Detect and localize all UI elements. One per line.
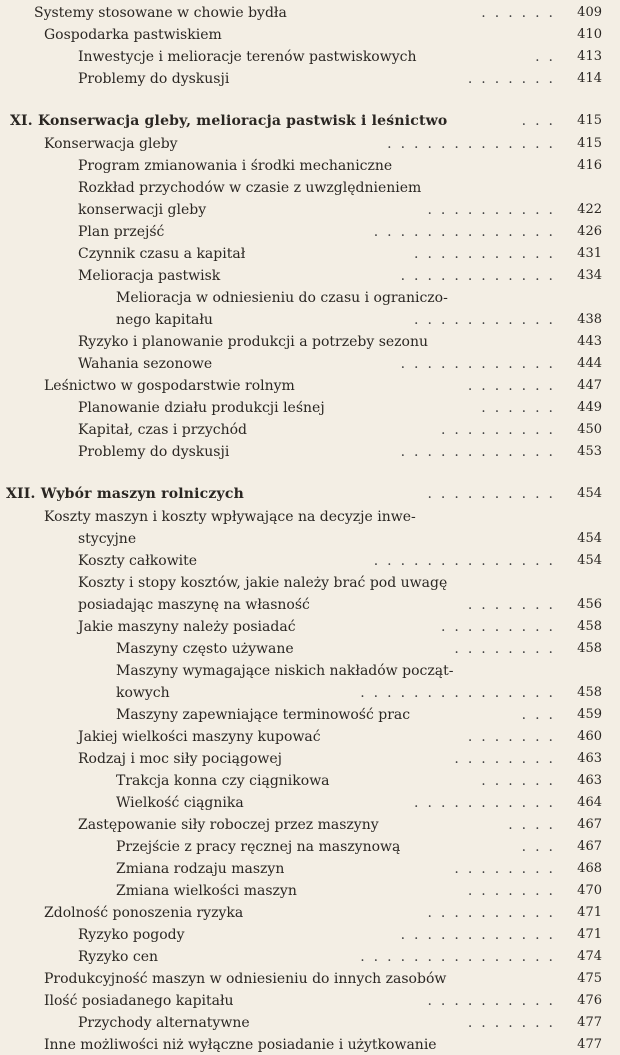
toc-entry-title: Planowanie działu produkcji leśnej [78, 400, 325, 416]
toc-entry [0, 288, 620, 308]
dot-leader: .......... [427, 202, 562, 218]
toc-entry [0, 969, 620, 989]
toc-page-number: 460 [577, 729, 602, 744]
toc-entry [0, 1013, 620, 1033]
toc-entry [0, 991, 620, 1011]
toc-entry [0, 442, 620, 462]
toc-entry-title: Systemy stosowane w chowie bydła [34, 5, 287, 21]
toc-entry-title: XI. Konserwacja gleby, melioracja pastwisk i leśnictwo [10, 113, 448, 129]
toc-entry-title: Koszty maszyn i koszty wpływające na decyzje inwe- [44, 509, 416, 525]
toc-entry [0, 266, 620, 286]
dot-leader: .... [508, 817, 562, 833]
dot-leader: ...... [481, 5, 562, 21]
toc-page-number: 458 [577, 641, 602, 656]
dot-leader: ............ [400, 927, 562, 943]
toc-page-number: 467 [577, 839, 602, 854]
toc-entry [0, 1035, 620, 1055]
toc-page-number: 477 [577, 1015, 602, 1030]
toc-page-number: 444 [577, 356, 602, 371]
toc-entry-title: Jakie maszyny należy posiadać [78, 619, 296, 635]
toc-page-number: 443 [577, 334, 602, 349]
dot-leader: .......... [427, 486, 562, 502]
toc-entry [0, 47, 620, 67]
toc-page-number: 474 [577, 949, 602, 964]
toc-chapter-heading [0, 111, 620, 131]
toc-page-number: 476 [577, 993, 602, 1008]
dot-leader: ... [521, 707, 562, 723]
toc-entry [0, 793, 620, 813]
toc-entry-title: Maszyny często używane [116, 641, 294, 657]
toc-page-number: 410 [577, 27, 602, 42]
dot-leader: ... [521, 839, 562, 855]
toc-entry-title: Przychody alternatywne [78, 1015, 250, 1031]
toc-entry-title: Maszyny zapewniające terminowość prac [116, 707, 411, 723]
dot-leader: ....... [467, 1015, 562, 1031]
toc-page-number: 416 [577, 158, 602, 173]
toc-page-number: 467 [577, 817, 602, 832]
toc-page-number: 422 [577, 202, 602, 217]
dot-leader: ........ [454, 641, 562, 657]
toc-entry-title: Wielkość ciągnika [116, 795, 244, 811]
dot-leader: ...... [481, 773, 562, 789]
toc-entry-title: Problemy do dyskusji [78, 444, 230, 460]
dot-leader: ......... [440, 422, 562, 438]
toc-page-number: 434 [577, 268, 602, 283]
toc-entry [0, 903, 620, 923]
toc-entry [0, 551, 620, 571]
toc-entry [0, 156, 620, 176]
dot-leader: ... [521, 113, 562, 129]
toc-entry [0, 639, 620, 659]
toc-page-number: 468 [577, 861, 602, 876]
dot-leader: ........... [414, 312, 562, 328]
toc-entry-title: Ryzyko i planowanie produkcji a potrzeby sezonu [78, 334, 429, 350]
toc-entry-title: Trakcja konna czy ciągnikowa [116, 773, 330, 789]
toc-entry [0, 3, 620, 23]
toc-entry [0, 420, 620, 440]
toc-entry-title: Koszty całkowite [78, 553, 198, 569]
toc-page-number: 415 [577, 113, 602, 128]
toc-entry [0, 529, 620, 549]
toc-entry-title: Inwestycje i melioracje terenów pastwiskowych [78, 49, 417, 65]
toc-page-number: 409 [577, 5, 602, 20]
dot-leader: ........... [414, 795, 562, 811]
toc-page-number: 450 [577, 422, 602, 437]
toc-entry-title: konserwacji gleby [78, 202, 207, 218]
toc-entry [0, 837, 620, 857]
dot-leader: ....... [467, 378, 562, 394]
toc-page-number: 413 [577, 49, 602, 64]
toc-page-number: 454 [577, 531, 602, 546]
toc-page-number: 458 [577, 685, 602, 700]
toc-entry-title: kowych [116, 685, 170, 701]
toc-entry [0, 749, 620, 769]
toc-page-number: 470 [577, 883, 602, 898]
dot-leader: ........... [414, 246, 562, 262]
toc-entry-title: Wahania sezonowe [78, 356, 213, 372]
toc-entry-title: Zmiana rodzaju maszyn [116, 861, 285, 877]
toc-entry-title: XII. Wybór maszyn rolniczych [6, 486, 244, 502]
dot-leader: ....... [467, 883, 562, 899]
toc-entry-title: Ryzyko pogody [78, 927, 185, 943]
toc-entry-title: Zdolność ponoszenia ryzyka [44, 905, 244, 921]
toc-entry-title: Czynnik czasu a kapitał [78, 246, 246, 262]
toc-entry [0, 705, 620, 725]
toc-page-number: 471 [577, 927, 602, 942]
toc-page-number: 454 [577, 486, 602, 501]
toc-page-number: 463 [577, 773, 602, 788]
toc-entry [0, 881, 620, 901]
toc-entry [0, 222, 620, 242]
toc-page-number: 414 [577, 71, 602, 86]
toc-page-number: 438 [577, 312, 602, 327]
toc-entry-title: Produkcyjność maszyn w odniesieniu do innych zasobów [44, 971, 447, 987]
toc-page-number: 453 [577, 444, 602, 459]
toc-entry [0, 573, 620, 593]
toc-entry-title: Kapitał, czas i przychód [78, 422, 247, 438]
dot-leader: .............. [373, 224, 562, 240]
dot-leader: ......... [440, 619, 562, 635]
dot-leader: ............... [360, 949, 562, 965]
toc-page-number: 447 [577, 378, 602, 393]
toc-entry [0, 332, 620, 352]
toc-page-number: 477 [577, 1037, 602, 1052]
toc-entry-title: Rodzaj i moc siły pociągowej [78, 751, 282, 767]
toc-page-number: 463 [577, 751, 602, 766]
toc-entry-title: Ilość posiadanego kapitału [44, 993, 234, 1009]
dot-leader: .......... [427, 993, 562, 1009]
toc-entry-title: Plan przejść [78, 224, 165, 240]
toc-entry [0, 134, 620, 154]
dot-leader: .. [535, 49, 562, 65]
dot-leader: ....... [467, 71, 562, 87]
toc-entry-title: posiadając maszynę na własność [78, 597, 310, 613]
toc-entry-title: Problemy do dyskusji [78, 71, 230, 87]
toc-entry [0, 244, 620, 264]
toc-entry-title: Program zmianowania i środki mechaniczne [78, 158, 393, 174]
dot-leader: ....... [467, 729, 562, 745]
dot-leader: ........ [454, 751, 562, 767]
toc-entry-title: Zmiana wielkości maszyn [116, 883, 297, 899]
toc-entry-title: Melioracja pastwisk [78, 268, 221, 284]
toc-entry [0, 200, 620, 220]
toc-entry-title: Przejście z pracy ręcznej na maszynową [116, 839, 401, 855]
dot-leader: ............ [400, 444, 562, 460]
dot-leader: ............ [400, 268, 562, 284]
toc-entry [0, 661, 620, 681]
toc-entry [0, 507, 620, 527]
toc-entry-title: Rozkład przychodów w czasie z uwzględnieniem [78, 180, 422, 196]
toc-entry-title: Ryzyko cen [78, 949, 158, 965]
dot-leader: .......... [427, 905, 562, 921]
toc-page-number: 464 [577, 795, 602, 810]
toc-entry [0, 925, 620, 945]
toc-entry [0, 815, 620, 835]
toc-entry [0, 376, 620, 396]
dot-leader: ........ [454, 861, 562, 877]
toc-page-number: 426 [577, 224, 602, 239]
toc-entry-title: nego kapitału [116, 312, 213, 328]
toc-page-number: 456 [577, 597, 602, 612]
toc-entry [0, 859, 620, 879]
toc-entry [0, 398, 620, 418]
toc-entry-title: Zastępowanie siły roboczej przez maszyny [78, 817, 379, 833]
toc-entry-title: Leśnictwo w gospodarstwie rolnym [44, 378, 295, 394]
dot-leader: .............. [373, 553, 562, 569]
toc-page-number: 449 [577, 400, 602, 415]
toc-entry-title: Maszyny wymagające niskich nakładów począt- [116, 663, 454, 679]
dot-leader: ............... [360, 685, 562, 701]
toc-entry [0, 69, 620, 89]
dot-leader: ...... [481, 400, 562, 416]
dot-leader: ....... [467, 597, 562, 613]
toc-entry-title: stycyjne [78, 531, 137, 547]
toc-page-number: 454 [577, 553, 602, 568]
dot-leader: ............ [400, 356, 562, 372]
toc-entry-title: Gospodarka pastwiskiem [44, 27, 222, 43]
toc-entry [0, 617, 620, 637]
toc-chapter-heading [0, 484, 620, 504]
toc-entry-title: Melioracja w odniesieniu do czasu i ograniczo- [116, 290, 448, 306]
toc-entry [0, 25, 620, 45]
toc-page-number: 458 [577, 619, 602, 634]
toc-page-number: 415 [577, 136, 602, 151]
toc-entry [0, 178, 620, 198]
toc-entry [0, 310, 620, 330]
toc-entry-title: Jakiej wielkości maszyny kupować [78, 729, 321, 745]
toc-entry [0, 947, 620, 967]
toc-page-number: 475 [577, 971, 602, 986]
toc-page-number: 459 [577, 707, 602, 722]
dot-leader: ............. [387, 136, 562, 152]
toc-entry [0, 683, 620, 703]
toc-page-number: 431 [577, 246, 602, 261]
toc-entry-title: Koszty i stopy kosztów, jakie należy brać pod uwagę [78, 575, 448, 591]
toc-entry-title: Konserwacja gleby [44, 136, 178, 152]
toc-entry [0, 771, 620, 791]
toc-entry [0, 595, 620, 615]
toc-entry [0, 354, 620, 374]
toc-page-number: 471 [577, 905, 602, 920]
toc-entry [0, 727, 620, 747]
toc-entry-title: Inne możliwości niż wyłączne posiadanie i użytkowanie [44, 1037, 437, 1053]
